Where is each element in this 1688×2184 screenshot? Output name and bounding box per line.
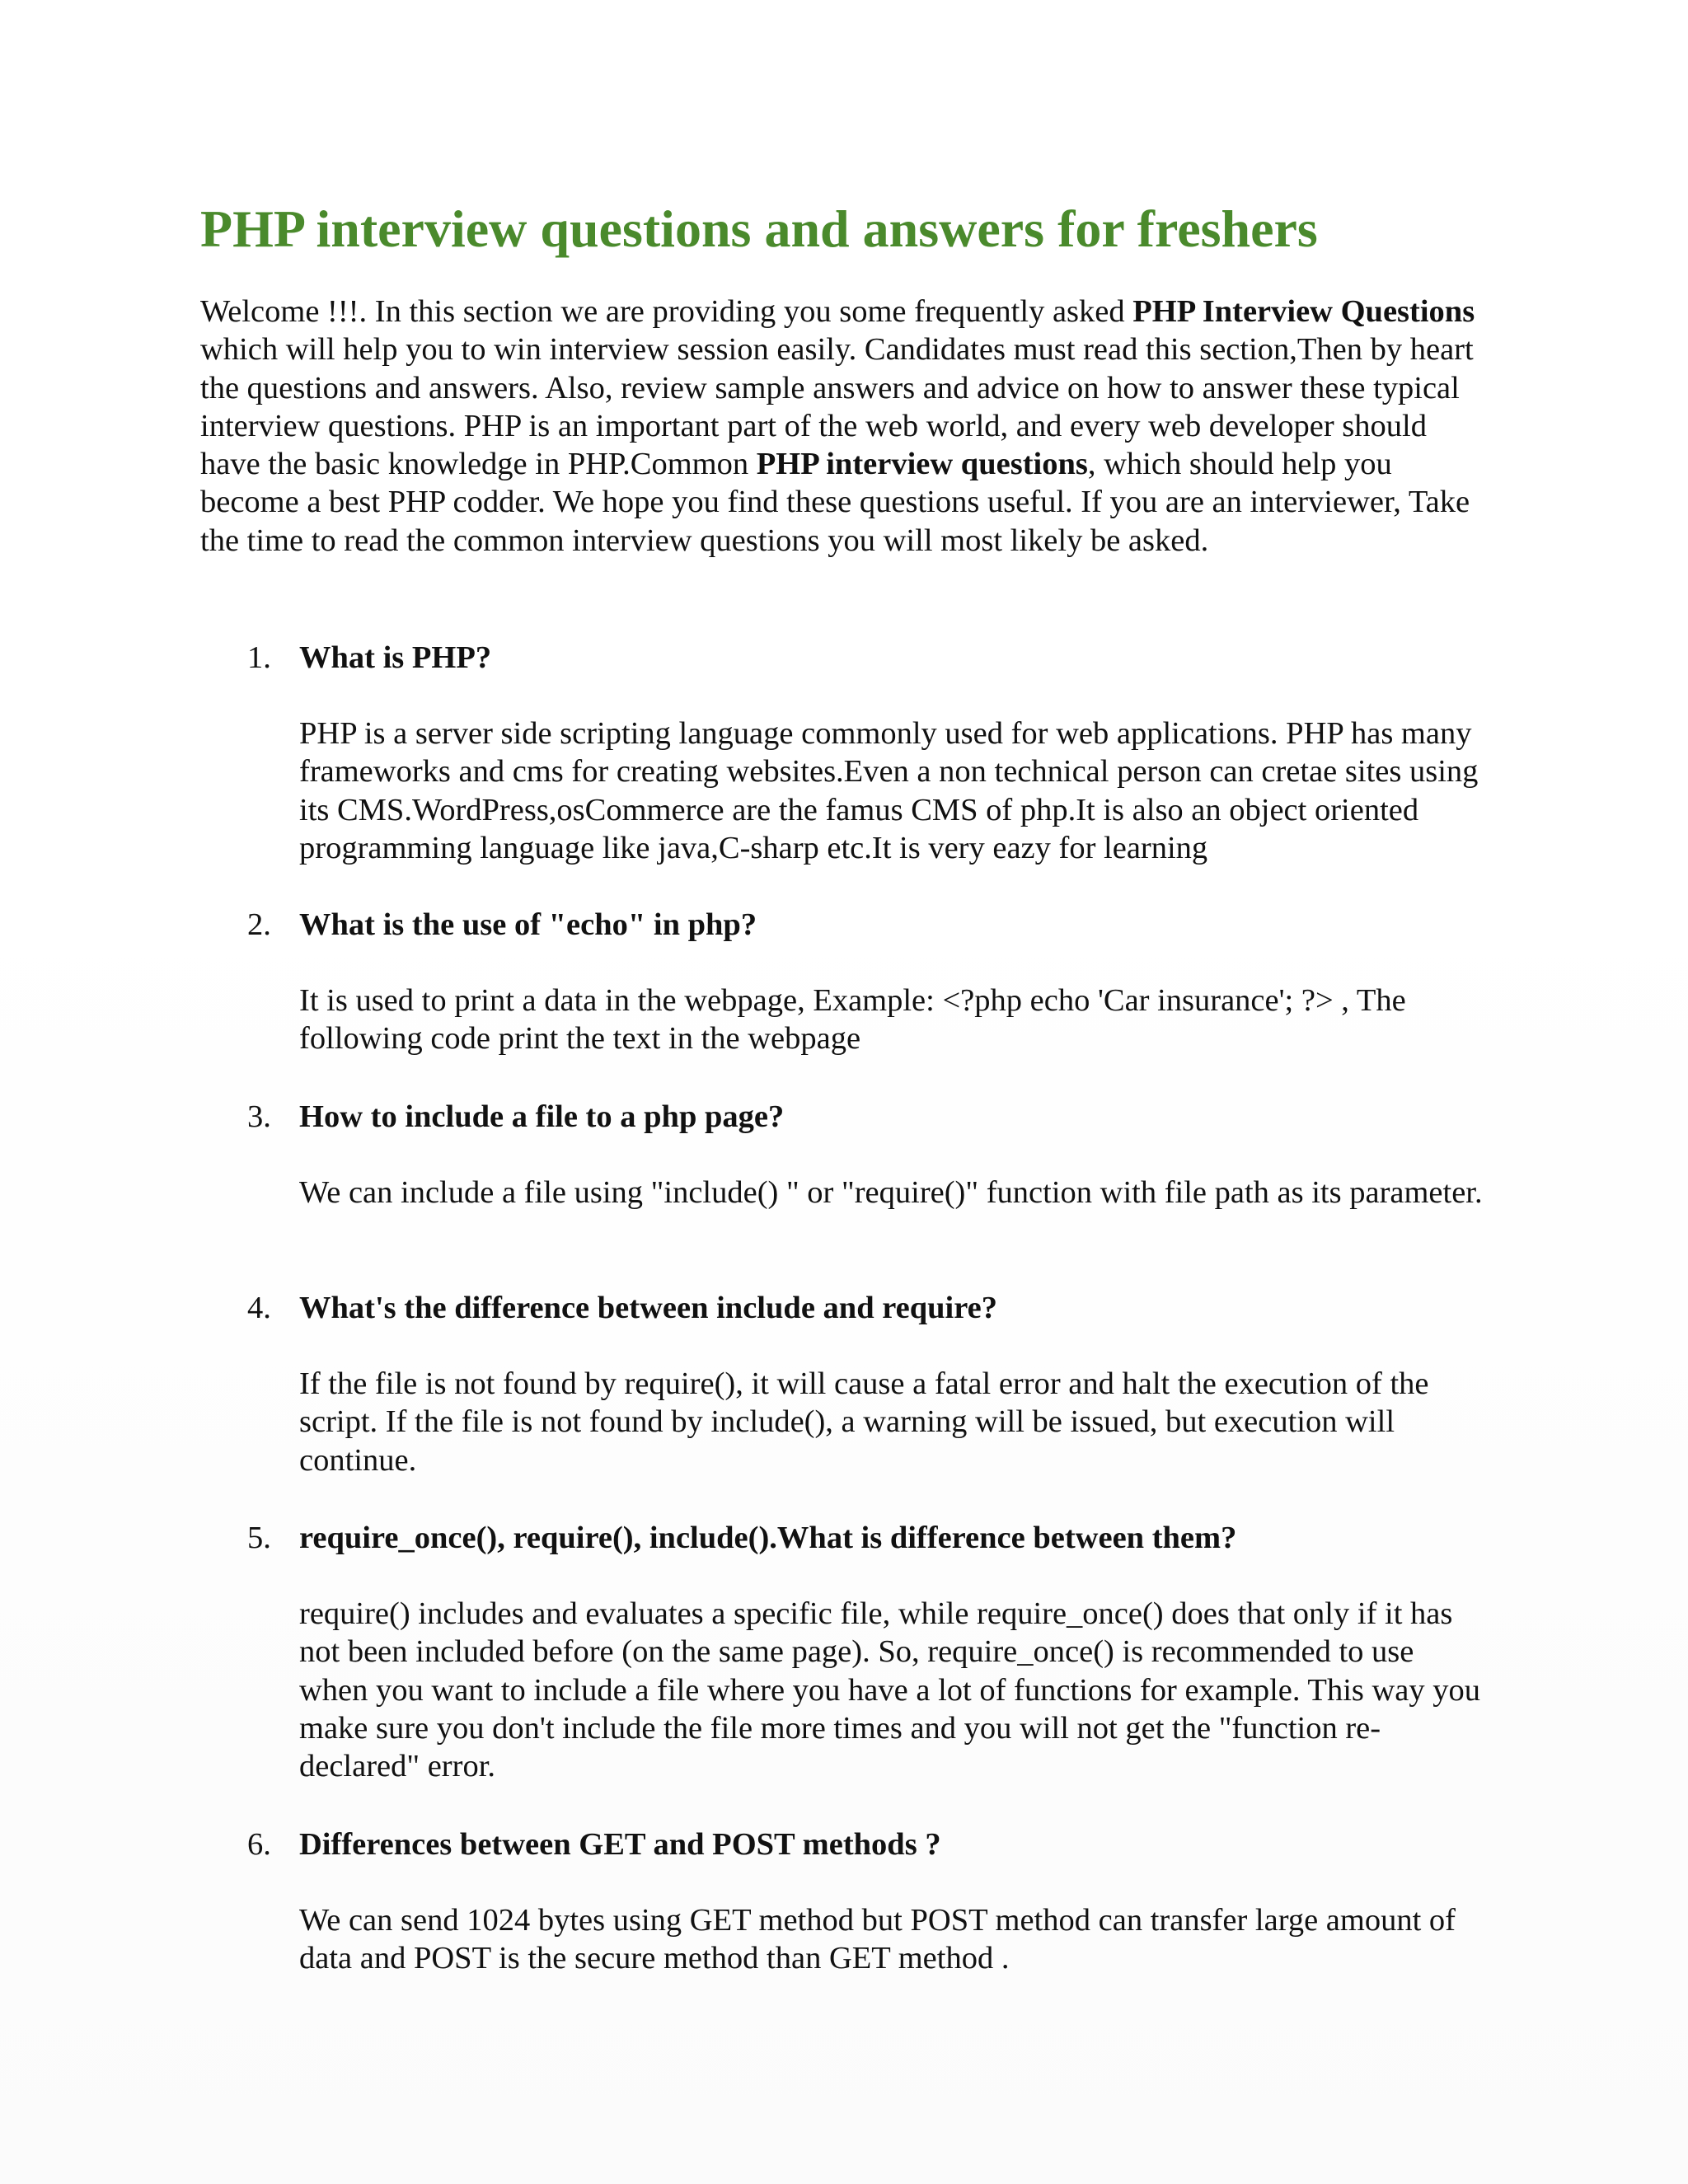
intro-text-2: which will help you to win interview session easily. Candidates must read this section,Then by heart the questions and answers. Also, review sample answers and advice on how to answer these typical interview questions. PHP is an important part of the web world, and every web developer should have the basic knowledge in PHP.Common	[200, 332, 1474, 482]
question-answer: It is used to print a data in the webpage, Example: <?php echo 'Car insurance'; ?> , The following code print the text in the webpage	[299, 983, 1406, 1057]
intro-text-3: , which should help you become a best PHP codder. We hope you find these questions useful. If you are an interviewer, Take the time to read the common interview questions you will most likely be asked.	[200, 447, 1470, 558]
page-title: PHP interview questions and answers for freshers	[200, 199, 1318, 258]
question-title: require_once(), require(), include().What is difference between them?	[299, 1521, 1237, 1555]
question-number: 2.	[247, 907, 271, 942]
question-number: 4.	[247, 1291, 271, 1325]
question-number: 3.	[247, 1099, 271, 1134]
question-title: What's the difference between include and require?	[299, 1291, 997, 1325]
question-number: 5.	[247, 1521, 271, 1555]
question-answer: We can send 1024 bytes using GET method but POST method can transfer large amount of data and POST is the secure method than GET method .	[299, 1903, 1456, 1976]
question-title: What is the use of "echo" in php?	[299, 907, 757, 942]
intro-paragraph	[200, 293, 1486, 560]
question-number: 6.	[247, 1827, 271, 1862]
intro-bold-2: PHP interview questions	[756, 447, 1088, 482]
question-title: What is PHP?	[299, 640, 492, 675]
question-answer: We can include a file using "include() " or "require()" function with file path as its parameter.	[299, 1175, 1483, 1210]
question-answer: If the file is not found by require(), it will cause a fatal error and halt the execution of the script. If the file is not found by include(), a warning will be issued, but execution will continue.	[299, 1366, 1429, 1478]
question-number: 1.	[247, 640, 271, 675]
intro-bold-1: PHP Interview Questions	[1132, 294, 1475, 329]
question-title: How to include a file to a php page?	[299, 1099, 785, 1134]
question-answer: require() includes and evaluates a specific file, while require_once() does that only if it has not been included before (on the same page). So, require_once() is recommended to use when you want to include a file where you have a lot of functions for example. This way you make sure you don't include the file more times and you will not get the "function re-declared" error.	[299, 1596, 1481, 1784]
question-answer: PHP is a server side scripting language commonly used for web applications. PHP has many frameworks and cms for creating websites.Even a non technical person can cretae sites using its CMS.WordPress,osCommerce are the famus CMS of php.It is also an object oriented programming language like java,C-sharp etc.It is very eazy for learning	[299, 716, 1479, 865]
question-title: Differences between GET and POST methods ?	[299, 1827, 941, 1862]
intro-text-1: Welcome !!!. In this section we are providing you some frequently asked	[200, 294, 1133, 329]
